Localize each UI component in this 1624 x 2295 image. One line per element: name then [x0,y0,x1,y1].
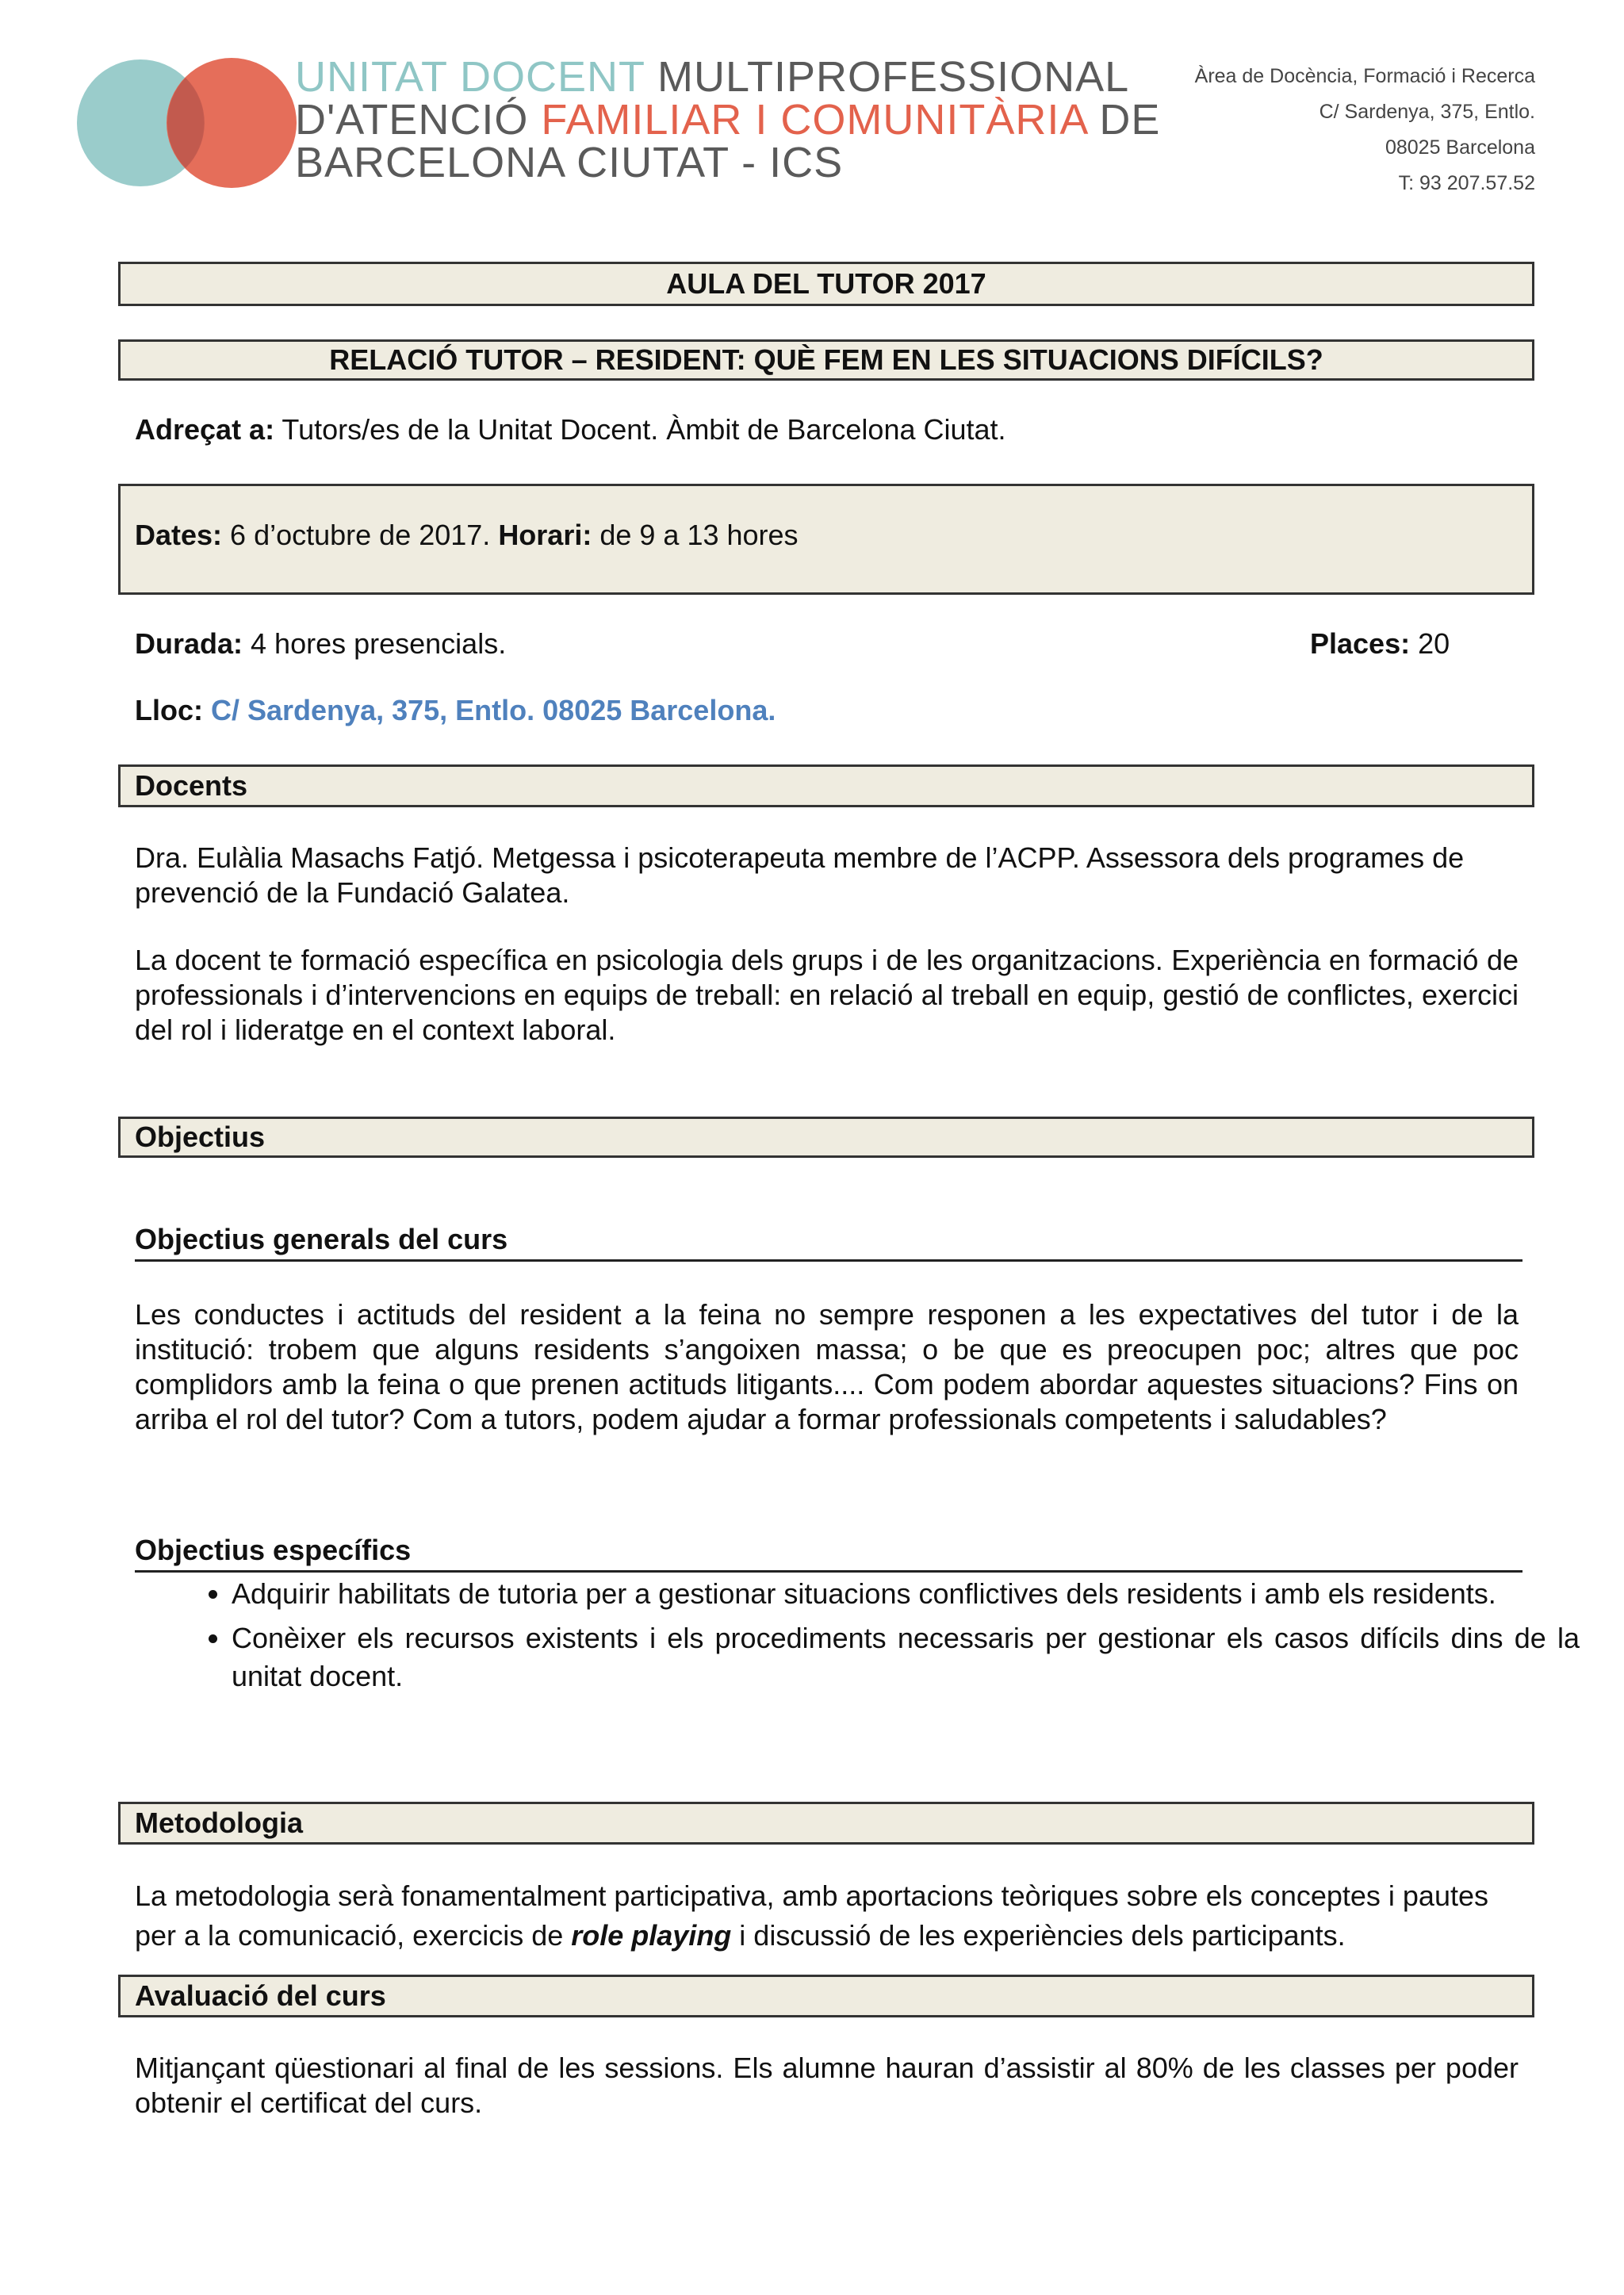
location-label: Lloc: [135,694,203,726]
docents-paragraph-2: La docent te formació específica en psicologia dels grups i de les organitzacions. Experiència en formació de professionals i d’intervencions en equips de treball: en relació al treball en equip, gestió de conflictes, exercici del rol i lideratge en el context laboral. [135,944,1519,1046]
places-label: Places: [1310,627,1411,660]
program-title-box [118,262,1534,306]
docents-heading: Docents [135,769,248,802]
objectius-heading: Objectius [135,1121,266,1153]
specific-objectives-list [174,1575,1580,1702]
metodologia-emphasis: role playing [571,1919,732,1952]
program-title: AULA DEL TUTOR 2017 [666,267,986,300]
audience-value: Tutors/es de la Unitat Docent. Àmbit de Barcelona Ciutat. [274,413,1006,446]
logo-line2-c: DE [1086,96,1161,144]
location-value: C/ Sardenya, 375, Entlo. 08025 Barcelona. [203,694,776,726]
duration-value: 4 hores presencials. [243,627,507,660]
contact-line: C/ Sardenya, 375, Entlo. [1319,101,1535,123]
course-title: RELACIÓ TUTOR – RESIDENT: QUÈ FEM EN LES SITUACIONS DIFÍCILS? [329,343,1323,376]
logo-line3: BARCELONA CIUTAT - ICS [295,139,844,186]
metodologia-text-b: i discussió de les experiències dels participants. [731,1919,1346,1952]
metodologia-heading-box [118,1802,1534,1845]
list-item: • Conèixer els recursos existents i els procediments necessaris per gestionar els casos difícils dins de la unitat docent. [232,1619,1580,1695]
contact-block [1195,59,1535,201]
docents-paragraph-1: Dra. Eulàlia Masachs Fatjó. Metgessa i psicoterapeuta membre de l’ACPP. Assessora dels programes de prevenció de la Fundació Galatea. [135,841,1465,909]
schedule-value: de 9 a 13 hores [592,519,799,551]
schedule-label: Horari: [498,519,592,551]
list-item: • Adquirir habilitats de tutoria per a gestionar situacions conflictives dels residents i amb els residents. [232,1575,1580,1613]
metodologia-text-a: La metodologia serà fonamentalment participativa, amb aportacions teòriques sobre els conceptes i pautes per a la comunicació, exercicis de [135,1879,1488,1952]
avaluacio-heading: Avaluació del curs [135,1979,386,2012]
logo-text [295,53,1161,186]
audience-label: Adreçat a: [135,413,275,446]
contact-line: Àrea de Docència, Formació i Recerca [1194,65,1535,87]
specific-objectives-heading: Objectius específics [135,1534,1522,1573]
general-objectives-text: Les conductes i actituds del resident a la feina no sempre responen a les expectatives del tutor i de la institució: trobem que alguns residents s’angoixen massa; o be que es preocupen poc; altres que poc complidors amb la feina o que prenen actituds litigants.... Com podem abordar aquestes situacions? Fins on arriba el rol del tutor? Com a tutors, podem ajudar a formar professionals competents i saludables? [135,1298,1519,1435]
contact-line: 08025 Barcelona [1385,136,1535,159]
dates-line [135,518,799,553]
places-line [1310,626,1548,661]
dates-box [118,484,1534,595]
avaluacio-heading-box [118,1975,1534,2017]
avaluacio-text: Mitjançant qüestionari al final de les sessions. Els alumne hauran d’assistir al 80% de les classes per poder obtenir el certificat del curs. [135,2052,1519,2119]
duration-label: Durada: [135,627,243,660]
places-value: 20 [1410,627,1450,660]
contact-line: T: 93 207.57.52 [1398,172,1535,194]
metodologia-heading: Metodologia [135,1806,303,1839]
docents-heading-box [118,764,1534,807]
logo-line1-a: UNITAT DOCENT [295,53,645,101]
course-title-box [118,339,1534,381]
logo-line1-b: MULTIPROFESSIONAL [645,53,1130,101]
dates-value: 6 d’octubre de 2017. [222,519,499,551]
dates-label: Dates: [135,519,223,551]
metodologia-text [135,1876,1519,1956]
location-line [135,693,1519,728]
objectius-heading-box [118,1117,1534,1158]
logo-line2-a: D'ATENCIÓ [295,96,542,144]
audience-line [135,412,1519,447]
logo-line2-b: FAMILIAR I COMUNITÀRIA [541,96,1087,144]
general-objectives-heading: Objectius generals del curs [135,1223,1522,1262]
logo-circles-icon [73,56,303,190]
